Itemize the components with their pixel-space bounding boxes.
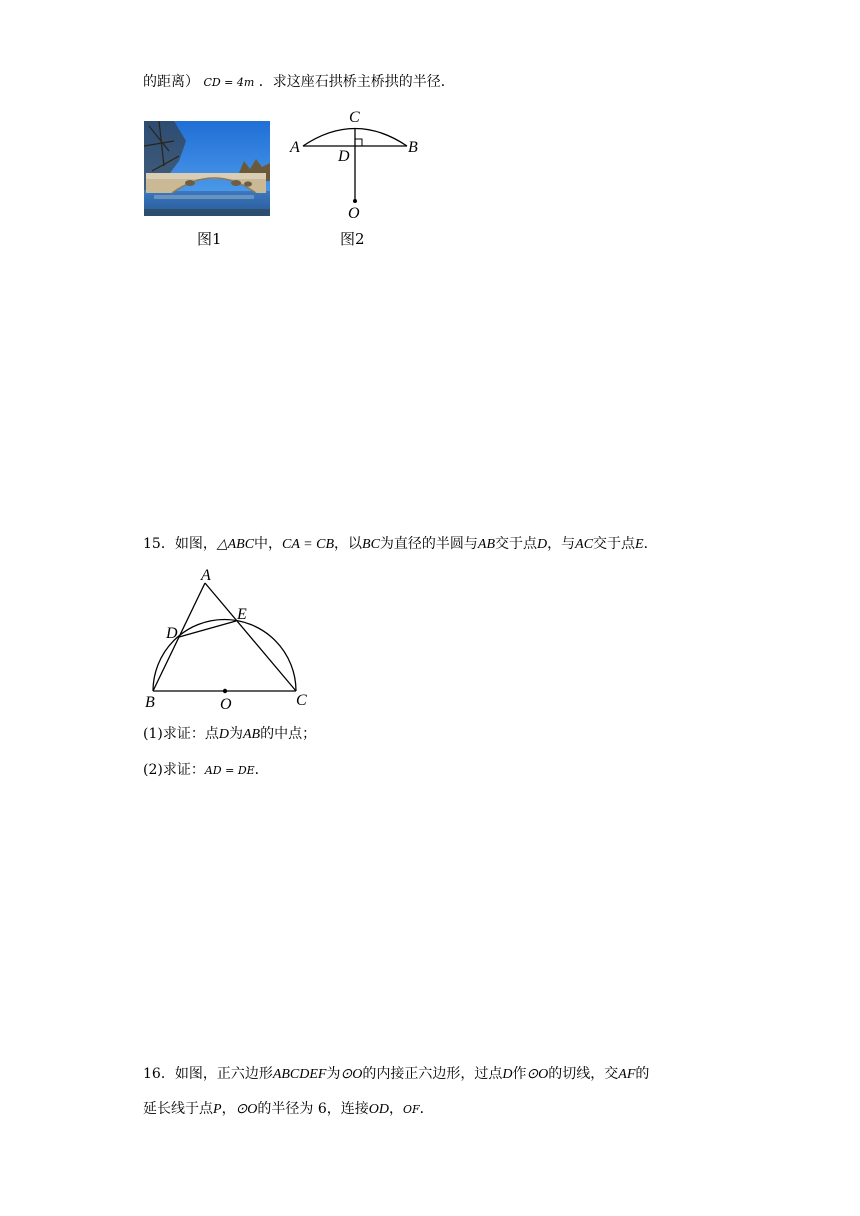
label-a: A bbox=[290, 139, 300, 156]
label-o: O bbox=[348, 205, 360, 222]
label-d: D bbox=[166, 625, 178, 642]
bridge-photo bbox=[144, 121, 270, 216]
segment-ac bbox=[205, 583, 296, 691]
label-a: A bbox=[201, 567, 211, 584]
q15-stem: 15．如图，△ABC中，CA = CB，以BC为直径的半圆与AB交于点D，与AC交于点E． bbox=[143, 536, 658, 552]
semicircle-triangle-diagram bbox=[140, 562, 320, 712]
figure-1-caption: 图1 bbox=[197, 230, 222, 248]
q14-text: 的距离） bbox=[143, 74, 199, 90]
point-o bbox=[223, 689, 227, 693]
label-c: C bbox=[349, 109, 360, 126]
right-angle-mark bbox=[355, 139, 362, 146]
point-o bbox=[353, 199, 357, 203]
label-d: D bbox=[338, 148, 350, 165]
q16-line-2: 延长线于点P，⊙O的半径为 6，连接OD，OF． bbox=[143, 1101, 434, 1117]
question-number: 16． bbox=[143, 1066, 175, 1082]
q15-part2: (2)求证：AD = DE． bbox=[143, 762, 269, 778]
figure-2-caption: 图2 bbox=[340, 230, 365, 248]
label-b: B bbox=[408, 139, 418, 156]
q14-cd-value: CD = 4m bbox=[203, 76, 255, 89]
label-o: O bbox=[220, 696, 232, 712]
q14-text: ．求这座石拱桥主桥拱的半径． bbox=[258, 74, 455, 90]
q15-part1: (1)求证：点D为AB的中点； bbox=[143, 726, 317, 742]
label-b: B bbox=[145, 694, 155, 711]
q14-continuation bbox=[143, 72, 455, 93]
question-number: 15． bbox=[143, 536, 175, 552]
q16-line-1: 16．如图，正六边形ABCDEF为⊙O的内接正六边形，过点D作⊙O的切线，交AF的 bbox=[143, 1066, 650, 1082]
label-c: C bbox=[296, 692, 307, 709]
label-e: E bbox=[237, 606, 247, 623]
arch-diagram bbox=[286, 104, 426, 224]
